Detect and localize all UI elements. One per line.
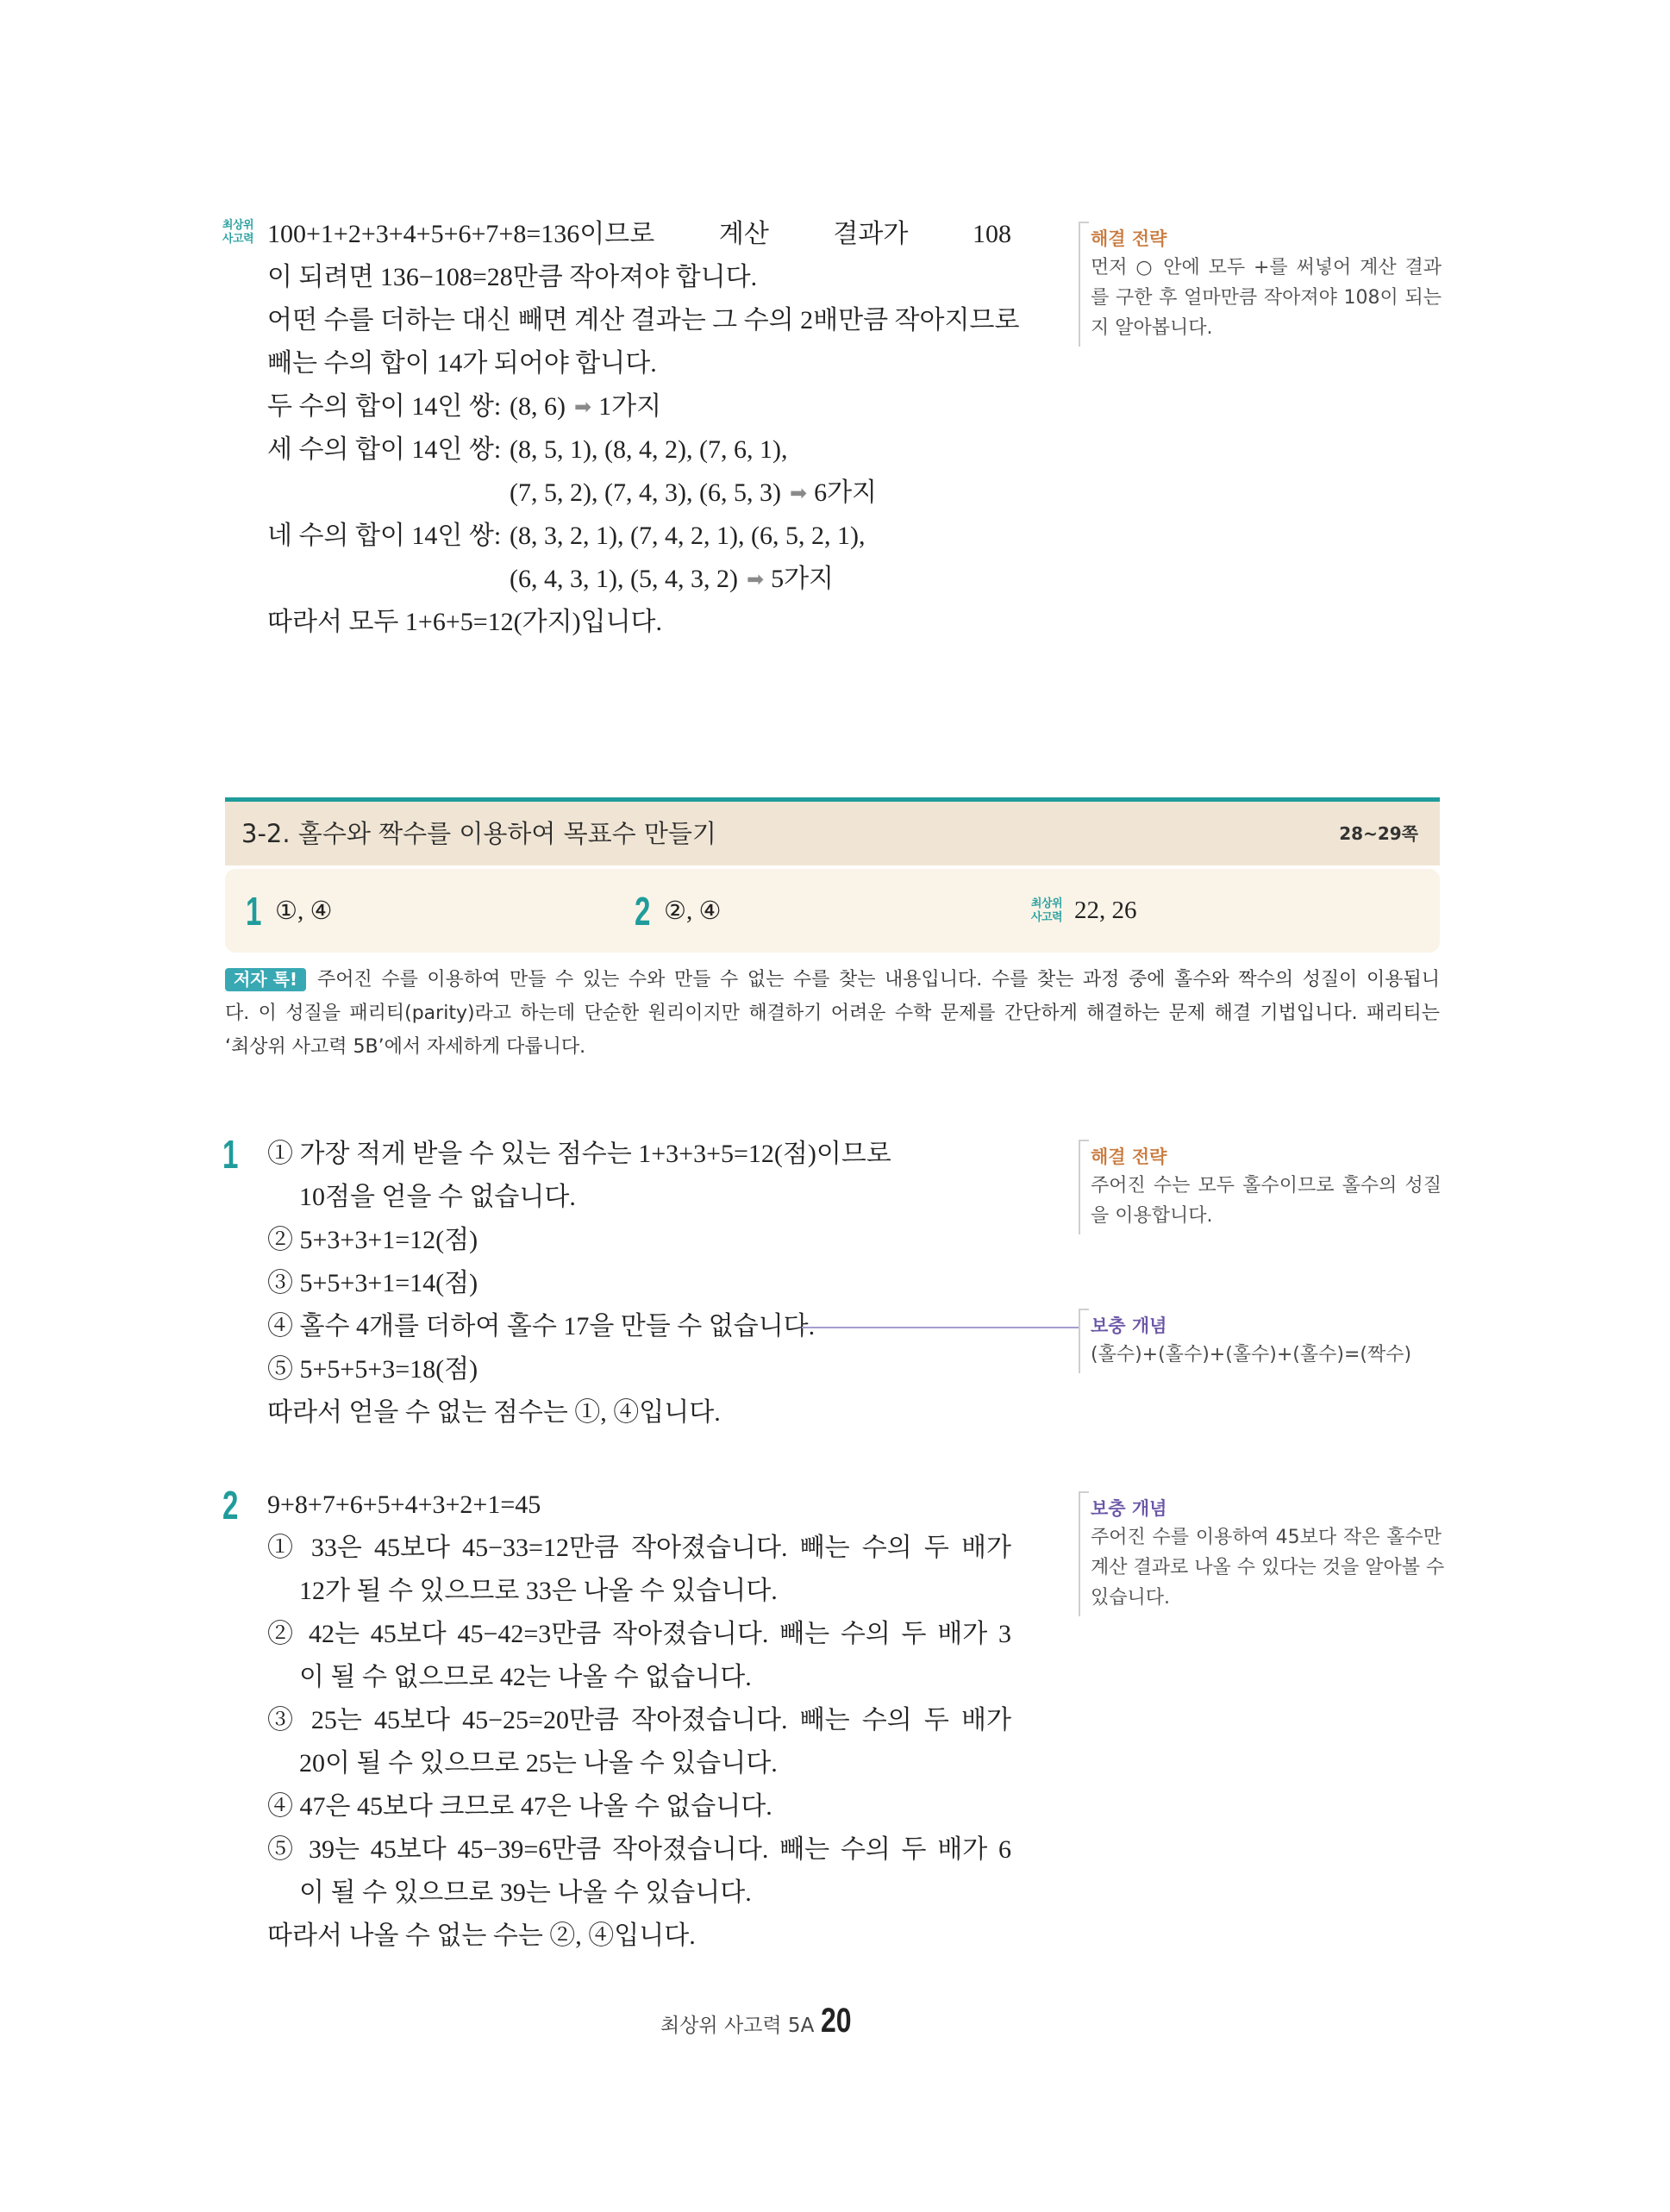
top-level-thinking-badge bbox=[1028, 897, 1066, 925]
strategy-tip-problem-1 bbox=[1079, 1140, 1442, 1234]
pair-label: 세 수의 합이 14인 쌍: bbox=[267, 435, 502, 464]
pair-row-four-numbers-continued bbox=[267, 558, 1011, 601]
pair-values: (8, 6) bbox=[510, 392, 566, 421]
note-text: 주어진 수를 이용하여 만들 수 있는 수와 만들 수 없는 수를 찾는 내용입니다. 수를 찾는 과정 중에 홀수와 짝수의 성질이 이용됩니 bbox=[317, 969, 1440, 990]
badge-line-bottom: 사고력 bbox=[1030, 910, 1063, 924]
book-title: 최상위 사고력 5A bbox=[660, 2015, 815, 2037]
concept-tip-problem-2 bbox=[1079, 1491, 1445, 1616]
pair-label-spacer bbox=[267, 558, 510, 601]
solution-line: ④ 홀수 4개를 더하여 홀수 17을 만들 수 없습니다. bbox=[267, 1312, 816, 1340]
badge-line-bottom: 사고력 bbox=[222, 233, 254, 246]
solution-line: ⑤ 39는 45보다 45−39=6만큼 작아졌습니다. 빼는 수의 두 배가 6 bbox=[267, 1835, 1011, 1864]
author-note bbox=[225, 963, 1440, 1064]
note-line: ‘최상위 사고력 5B’에서 자세하게 다룹니다. bbox=[225, 1036, 586, 1058]
answer-value: 22, 26 bbox=[1074, 897, 1137, 924]
pair-label-spacer bbox=[267, 472, 510, 515]
solution-line: 이 될 수 있으므로 39는 나올 수 있습니다. bbox=[299, 1878, 752, 1907]
pair-row-three-numbers-continued bbox=[267, 472, 1011, 515]
tip-line: 주어진 수를 이용하여 45보다 작은 홀수만 bbox=[1091, 1527, 1442, 1548]
problem-2-solution bbox=[267, 1484, 1011, 1958]
solution-line: ② 5+3+3+1=12(점) bbox=[267, 1226, 478, 1254]
page-footer bbox=[660, 2002, 860, 2048]
solution-line: ① 33은 45보다 45−33=12만큼 작아졌습니다. 빼는 수의 두 배가 bbox=[267, 1534, 1011, 1562]
pair-values: (8, 5, 1), (8, 4, 2), (7, 6, 1), bbox=[510, 435, 788, 464]
answer-number: 1 bbox=[246, 888, 262, 934]
pair-row-four-numbers bbox=[267, 515, 1011, 558]
pair-values: (6, 4, 3, 1), (5, 4, 3, 2) bbox=[510, 565, 738, 593]
tip-line: 계산 결과로 나올 수 있다는 것을 알아볼 수 bbox=[1091, 1557, 1445, 1578]
tip-label: 해결 전략 bbox=[1091, 1147, 1167, 1167]
problem-number-1: 1 bbox=[222, 1132, 239, 1177]
author-talk-badge: 저자 톡! bbox=[225, 968, 306, 991]
solution-conclusion: 따라서 나올 수 없는 수는 ②, ④입니다. bbox=[267, 1921, 696, 1950]
tip-label: 보충 개념 bbox=[1091, 1315, 1167, 1336]
arrow-right-icon bbox=[574, 385, 591, 428]
solution-line: 어떤 수를 더하는 대신 빼면 계산 결과는 그 수의 2배만큼 작아지므로 bbox=[267, 306, 1020, 334]
arrow-right-icon bbox=[790, 472, 807, 515]
solution-line: 100+1+2+3+4+5+6+7+8=136이므로 계산 결과가 108 bbox=[267, 220, 1011, 248]
solution-line: ⑤ 5+5+5+3=18(점) bbox=[267, 1355, 478, 1384]
badge-line-top: 최상위 bbox=[222, 219, 254, 232]
top-solution-text bbox=[267, 213, 1020, 644]
pair-row-two-numbers bbox=[267, 385, 1011, 428]
tip-line: 을 이용합니다. bbox=[1091, 1205, 1213, 1227]
solution-conclusion: 따라서 얻을 수 없는 점수는 ①, ④입니다. bbox=[267, 1398, 721, 1427]
answer-number: 2 bbox=[635, 888, 651, 934]
tip-label: 해결 전략 bbox=[1091, 228, 1167, 249]
solution-line: 이 되려면 136−108=28만큼 작아져야 합니다. bbox=[267, 263, 758, 291]
arrow-right-icon bbox=[747, 558, 764, 601]
pair-values: (8, 3, 2, 1), (7, 4, 2, 1), (6, 5, 2, 1), bbox=[510, 522, 866, 550]
section-page-range: 28~29쪽 bbox=[1339, 823, 1418, 844]
pair-label: 두 수의 합이 14인 쌍: bbox=[267, 392, 502, 421]
answer-box bbox=[225, 869, 1440, 953]
solution-line: 빼는 수의 합이 14가 되어야 합니다. bbox=[267, 349, 657, 378]
pair-values: (7, 5, 2), (7, 4, 3), (6, 5, 3) bbox=[510, 478, 781, 507]
tip-line: 있습니다. bbox=[1091, 1587, 1171, 1609]
concept-tip-problem-1 bbox=[1079, 1309, 1442, 1373]
pair-label: 네 수의 합이 14인 쌍: bbox=[267, 522, 502, 550]
pair-result: 5가지 bbox=[771, 565, 835, 593]
solution-conclusion: 따라서 모두 1+6+5=12(가지)입니다. bbox=[267, 608, 663, 636]
solution-line: ③ 5+5+3+1=14(점) bbox=[267, 1269, 478, 1297]
solution-line: ② 42는 45보다 45−42=3만큼 작아졌습니다. 빼는 수의 두 배가 3 bbox=[267, 1620, 1011, 1648]
note-line bbox=[225, 963, 1440, 997]
solution-line: ③ 25는 45보다 45−25=20만큼 작아졌습니다. 빼는 수의 두 배가 bbox=[267, 1706, 1011, 1734]
note-line: 다. 이 성질을 패리티(parity)라고 하는데 단순한 원리이지만 해결하기 어려운 수학 문제를 간단하게 해결하는 문제 해결 기법입니다. 패리티는 bbox=[225, 1003, 1440, 1024]
concept-connector-line bbox=[802, 1327, 1079, 1328]
problem-1-solution bbox=[267, 1133, 1011, 1434]
pair-result: 1가지 bbox=[598, 392, 662, 421]
solution-line: ① 가장 적게 받을 수 있는 점수는 1+3+3+5=12(점)이므로 bbox=[267, 1140, 891, 1168]
strategy-tip-top bbox=[1079, 222, 1442, 347]
tip-line: 지 알아봅니다. bbox=[1091, 317, 1213, 339]
answer-value: ①, ④ bbox=[275, 897, 333, 925]
solution-line: 12가 될 수 있으므로 33은 나올 수 있습니다. bbox=[299, 1577, 778, 1605]
pair-row-three-numbers bbox=[267, 428, 1011, 472]
section-header bbox=[225, 797, 1440, 865]
badge-line-top: 최상위 bbox=[1030, 897, 1063, 910]
page-number: 20 bbox=[821, 2002, 852, 2040]
tip-line: 를 구한 후 얼마만큼 작아져야 108이 되는 bbox=[1091, 287, 1442, 309]
tip-line: (홀수)+(홀수)+(홀수)+(홀수)=(짝수) bbox=[1091, 1344, 1412, 1365]
tip-line: 주어진 수는 모두 홀수이므로 홀수의 성질 bbox=[1091, 1175, 1442, 1197]
solution-line: ④ 47은 45보다 크므로 47은 나올 수 없습니다. bbox=[267, 1792, 772, 1821]
section-title: 3-2. 홀수와 짝수를 이용하여 목표수 만들기 bbox=[241, 819, 716, 848]
answer-item-2 bbox=[635, 869, 722, 953]
top-level-thinking-badge bbox=[219, 219, 257, 247]
answer-value: ②, ④ bbox=[664, 897, 722, 925]
solution-line: 20이 될 수 있으므로 25는 나올 수 있습니다. bbox=[299, 1749, 778, 1778]
solution-line: 이 될 수 없으므로 42는 나올 수 없습니다. bbox=[299, 1663, 752, 1691]
tip-line: 먼저 ○ 안에 모두 +를 써넣어 계산 결과 bbox=[1091, 257, 1442, 278]
tip-label: 보충 개념 bbox=[1091, 1498, 1167, 1519]
problem-number-2: 2 bbox=[222, 1483, 239, 1528]
answer-item-top-level bbox=[1028, 869, 1137, 953]
solution-line: 10점을 얻을 수 없습니다. bbox=[299, 1183, 576, 1211]
answer-item-1 bbox=[246, 869, 333, 953]
solution-line: 9+8+7+6+5+4+3+2+1=45 bbox=[267, 1490, 541, 1519]
pair-result: 6가지 bbox=[814, 478, 878, 507]
